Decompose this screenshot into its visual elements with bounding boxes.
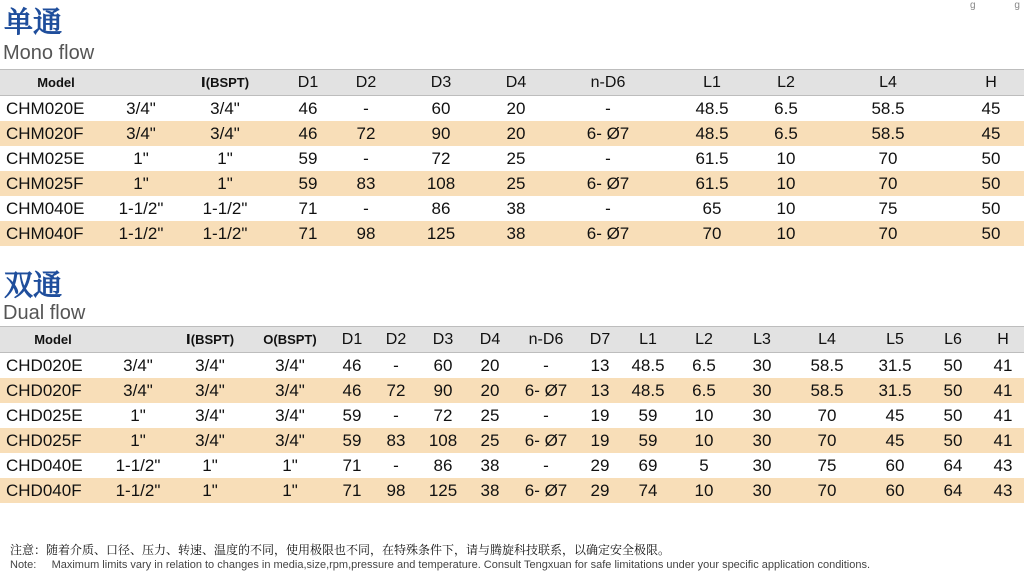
dual-header-9: D7 xyxy=(580,327,620,353)
table-cell: 3/4" xyxy=(250,428,330,453)
dual-flow-table xyxy=(0,326,1024,503)
table-cell: 70 xyxy=(818,221,958,246)
dual-header-13: L4 xyxy=(792,327,862,353)
table-cell: 10 xyxy=(754,221,818,246)
dual-header-12: L3 xyxy=(732,327,792,353)
table-row xyxy=(0,96,1024,122)
table-cell: 45 xyxy=(981,98,1001,118)
table-cell: 65 xyxy=(702,198,722,218)
table-cell: 61.5 xyxy=(695,148,729,168)
table-row xyxy=(0,171,1024,196)
table-cell: 58.5 xyxy=(792,378,862,403)
table-cell: 1-1/2" xyxy=(118,198,164,218)
dual-subtitle: Dual flow xyxy=(3,302,86,324)
table-cell: 6.5 xyxy=(692,355,716,375)
table-cell: 41 xyxy=(978,378,1024,403)
table-cell: 3/4" xyxy=(195,405,225,425)
table-cell: 59 xyxy=(330,428,374,453)
table-cell: 86 xyxy=(431,198,451,218)
table-cell: 6- Ø7 xyxy=(546,221,670,246)
table-cell: 59 xyxy=(342,405,362,425)
table-cell: 3/4" xyxy=(170,428,250,453)
table-row xyxy=(0,353,1024,379)
table-cell: 60 xyxy=(862,478,928,503)
table-cell: 41 xyxy=(993,405,1013,425)
table-cell: 13 xyxy=(580,378,620,403)
table-cell: 64 xyxy=(928,478,978,503)
table-cell: 30 xyxy=(752,355,772,375)
table-cell: 70 xyxy=(792,478,862,503)
table-cell: 45 xyxy=(885,405,905,425)
table-cell: 64 xyxy=(943,455,963,475)
mono-header-4: D2 xyxy=(336,70,396,96)
table-cell: - xyxy=(393,355,399,375)
table-cell: 90 xyxy=(396,121,486,146)
table-cell: 38 xyxy=(506,198,526,218)
table-cell: 71 xyxy=(342,455,362,475)
dual-header-15: L6 xyxy=(928,327,978,353)
table-cell: 125 xyxy=(418,478,468,503)
table-cell: 60 xyxy=(433,355,453,375)
table-cell: 108 xyxy=(418,428,468,453)
table-cell: 50 xyxy=(928,378,978,403)
table-cell: 48.5 xyxy=(695,98,729,118)
note-english xyxy=(10,560,870,571)
table-cell: 48.5 xyxy=(670,121,754,146)
dual-header-7: D4 xyxy=(468,327,512,353)
table-row xyxy=(0,403,1024,428)
dual-header-14: L5 xyxy=(862,327,928,353)
table-cell: 41 xyxy=(978,428,1024,453)
table-cell: - xyxy=(363,198,369,218)
table-cell: 1" xyxy=(130,405,146,425)
table-cell: 3/4" xyxy=(275,355,305,375)
table-cell: 70 xyxy=(878,148,898,168)
mono-header-5: D3 xyxy=(396,70,486,96)
table-cell: - xyxy=(605,98,611,118)
model-cell: CHD040E xyxy=(6,455,83,475)
table-cell: 50 xyxy=(928,428,978,453)
table-row xyxy=(0,146,1024,171)
table-cell: 30 xyxy=(732,428,792,453)
table-cell: 50 xyxy=(981,148,1001,168)
table-cell: 1" xyxy=(133,148,149,168)
table-cell: 6- Ø7 xyxy=(512,428,580,453)
table-cell: 1" xyxy=(170,478,250,503)
table-cell: 98 xyxy=(374,478,418,503)
table-cell: 31.5 xyxy=(862,378,928,403)
table-cell: 6.5 xyxy=(774,98,798,118)
table-cell: 75 xyxy=(878,198,898,218)
table-cell: 6- Ø7 xyxy=(512,478,580,503)
mono-flow-table xyxy=(0,69,1024,246)
table-cell: 10 xyxy=(676,428,732,453)
model-cell: CHD025E xyxy=(6,405,83,425)
mono-header-10: L4 xyxy=(818,70,958,96)
dual-header-2: Ⅰ(BSPT) xyxy=(170,327,250,353)
table-cell: 3/4" xyxy=(250,378,330,403)
table-cell: 20 xyxy=(506,98,526,118)
table-cell: 45 xyxy=(862,428,928,453)
table-cell: 48.5 xyxy=(631,355,665,375)
mono-header-1 xyxy=(112,70,170,96)
table-cell: 25 xyxy=(468,428,512,453)
table-cell: 46 xyxy=(342,355,362,375)
table-cell: 6- Ø7 xyxy=(546,121,670,146)
table-cell: - xyxy=(543,455,549,475)
table-row xyxy=(0,428,1024,453)
table-cell: 71 xyxy=(280,221,336,246)
table-cell: 30 xyxy=(732,478,792,503)
table-cell: - xyxy=(605,198,611,218)
table-cell: 46 xyxy=(298,98,318,118)
table-cell: 83 xyxy=(336,171,396,196)
table-cell: 83 xyxy=(374,428,418,453)
dual-header-3: O(BSPT) xyxy=(250,327,330,353)
table-cell: 86 xyxy=(433,455,453,475)
table-cell: - xyxy=(543,405,549,425)
table-cell: 3/4" xyxy=(126,98,156,118)
table-row xyxy=(0,221,1024,246)
table-cell: 6.5 xyxy=(676,378,732,403)
mono-header-7: n-D6 xyxy=(546,70,670,96)
table-cell: 69 xyxy=(638,455,658,475)
mono-header-11: H xyxy=(958,70,1024,96)
model-cell: CHM020E xyxy=(6,98,85,118)
table-cell: 108 xyxy=(396,171,486,196)
table-cell: 58.5 xyxy=(810,355,844,375)
table-cell: 50 xyxy=(958,171,1024,196)
dual-header-1 xyxy=(106,327,170,353)
table-cell: 30 xyxy=(732,378,792,403)
table-cell: 10 xyxy=(776,198,796,218)
table-cell: 45 xyxy=(958,121,1024,146)
table-cell: 3/4" xyxy=(123,355,153,375)
table-cell: 70 xyxy=(670,221,754,246)
table-cell: 10 xyxy=(676,478,732,503)
table-cell: 72 xyxy=(374,378,418,403)
model-cell: CHM025E xyxy=(6,148,85,168)
table-cell: 3/4" xyxy=(170,378,250,403)
table-row xyxy=(0,453,1024,478)
table-cell: 6- Ø7 xyxy=(512,378,580,403)
table-cell: 60 xyxy=(431,98,451,118)
model-cell: CHD025F xyxy=(0,428,106,453)
table-cell: - xyxy=(363,98,369,118)
table-cell: 30 xyxy=(752,405,772,425)
table-cell: 6- Ø7 xyxy=(546,171,670,196)
table-cell: 75 xyxy=(817,455,837,475)
note-chinese: 注意：随着介质、口径、压力、转速、温度的不同，使用极限也不同，在特殊条件下，请与腾旋科技联系，以确定安全极限。 xyxy=(10,543,671,557)
table-cell: 29 xyxy=(580,478,620,503)
table-cell: 70 xyxy=(818,171,958,196)
mono-header-0: Model xyxy=(0,70,112,96)
table-cell: 1" xyxy=(282,455,298,475)
table-row xyxy=(0,478,1024,503)
table-cell: 5 xyxy=(699,455,709,475)
table-cell: 30 xyxy=(752,455,772,475)
model-cell: CHM040E xyxy=(6,198,85,218)
table-cell: 1" xyxy=(112,171,170,196)
table-cell: 29 xyxy=(590,455,610,475)
dual-header-10: L1 xyxy=(620,327,676,353)
table-cell: 25 xyxy=(480,405,500,425)
table-cell: 38 xyxy=(468,478,512,503)
table-cell: 3/4" xyxy=(106,378,170,403)
mono-header-2: Ⅰ(BSPT) xyxy=(170,70,280,96)
table-cell: - xyxy=(363,148,369,168)
top-right-fragment: g g xyxy=(969,0,1020,11)
table-cell: 1-1/2" xyxy=(112,221,170,246)
table-cell: 48.5 xyxy=(620,378,676,403)
table-cell: 59 xyxy=(280,171,336,196)
table-cell: - xyxy=(393,455,399,475)
dual-header-16: H xyxy=(978,327,1024,353)
table-cell: 43 xyxy=(978,478,1024,503)
table-cell: 19 xyxy=(590,405,610,425)
model-cell: CHM025F xyxy=(0,171,112,196)
table-cell: 3/4" xyxy=(195,355,225,375)
table-cell: 1" xyxy=(202,455,218,475)
table-cell: 1-1/2" xyxy=(170,221,280,246)
table-cell: 10 xyxy=(776,148,796,168)
table-cell: - xyxy=(543,355,549,375)
table-cell: 61.5 xyxy=(670,171,754,196)
dual-header-11: L2 xyxy=(676,327,732,353)
table-row xyxy=(0,378,1024,403)
table-cell: 90 xyxy=(418,378,468,403)
table-cell: 1" xyxy=(106,428,170,453)
table-cell: 19 xyxy=(580,428,620,453)
dual-header-0: Model xyxy=(0,327,106,353)
table-cell: 58.5 xyxy=(871,98,905,118)
note-label: Note: xyxy=(10,559,37,571)
model-cell: CHM040F xyxy=(0,221,112,246)
table-cell: 125 xyxy=(396,221,486,246)
mono-header-3: D1 xyxy=(280,70,336,96)
mono-header-6: D4 xyxy=(486,70,546,96)
table-cell: 25 xyxy=(486,171,546,196)
table-cell: 31.5 xyxy=(878,355,912,375)
table-cell: 70 xyxy=(792,428,862,453)
table-cell: 1" xyxy=(217,148,233,168)
table-cell: 59 xyxy=(620,428,676,453)
model-cell: CHD020E xyxy=(6,355,83,375)
table-cell: 1" xyxy=(250,478,330,503)
mono-header-9: L2 xyxy=(754,70,818,96)
table-cell: 50 xyxy=(958,221,1024,246)
table-cell: 59 xyxy=(298,148,318,168)
table-cell: 10 xyxy=(754,171,818,196)
table-row xyxy=(0,196,1024,221)
table-cell: 98 xyxy=(336,221,396,246)
model-cell: CHD020F xyxy=(0,378,106,403)
mono-title: 单通 xyxy=(4,5,63,39)
dual-header-5: D2 xyxy=(374,327,418,353)
table-cell: 20 xyxy=(486,121,546,146)
table-cell: 70 xyxy=(817,405,837,425)
mono-subtitle: Mono flow xyxy=(3,42,95,64)
table-cell: 6.5 xyxy=(754,121,818,146)
table-cell: 71 xyxy=(330,478,374,503)
table-row xyxy=(0,121,1024,146)
table-cell: - xyxy=(605,148,611,168)
table-cell: 50 xyxy=(943,405,963,425)
table-cell: 50 xyxy=(981,198,1001,218)
table-cell: 46 xyxy=(280,121,336,146)
table-cell: 72 xyxy=(336,121,396,146)
table-cell: 43 xyxy=(993,455,1013,475)
model-cell: CHM020F xyxy=(0,121,112,146)
table-cell: 74 xyxy=(620,478,676,503)
table-cell: 46 xyxy=(330,378,374,403)
table-cell: 41 xyxy=(993,355,1013,375)
table-cell: 3/4" xyxy=(210,98,240,118)
table-cell: 1-1/2" xyxy=(115,455,161,475)
table-cell: 20 xyxy=(480,355,500,375)
table-cell: 60 xyxy=(885,455,905,475)
dual-header-8: n-D6 xyxy=(512,327,580,353)
table-cell: 3/4" xyxy=(275,405,305,425)
table-cell: 38 xyxy=(480,455,500,475)
table-cell: 72 xyxy=(431,148,451,168)
table-cell: 38 xyxy=(486,221,546,246)
table-cell: - xyxy=(393,405,399,425)
note-text: Maximum limits vary in relation to changes in media,size,rpm,pressure and temperature. Consult Tengxuan for safe limitations under your specific application conditions. xyxy=(51,559,871,571)
table-cell: 1" xyxy=(170,171,280,196)
table-cell: 1-1/2" xyxy=(202,198,248,218)
table-cell: 1-1/2" xyxy=(106,478,170,503)
table-cell: 59 xyxy=(638,405,658,425)
table-cell: 13 xyxy=(590,355,610,375)
table-cell: 58.5 xyxy=(818,121,958,146)
model-cell: CHD040F xyxy=(0,478,106,503)
table-cell: 20 xyxy=(468,378,512,403)
table-cell: 3/4" xyxy=(112,121,170,146)
dual-title: 双通 xyxy=(4,268,63,302)
dual-header-4: D1 xyxy=(330,327,374,353)
table-cell: 72 xyxy=(433,405,453,425)
table-cell: 71 xyxy=(298,198,318,218)
table-cell: 3/4" xyxy=(170,121,280,146)
table-cell: 50 xyxy=(943,355,963,375)
dual-header-6: D3 xyxy=(418,327,468,353)
table-cell: 10 xyxy=(694,405,714,425)
table-cell: 25 xyxy=(506,148,526,168)
mono-header-8: L1 xyxy=(670,70,754,96)
